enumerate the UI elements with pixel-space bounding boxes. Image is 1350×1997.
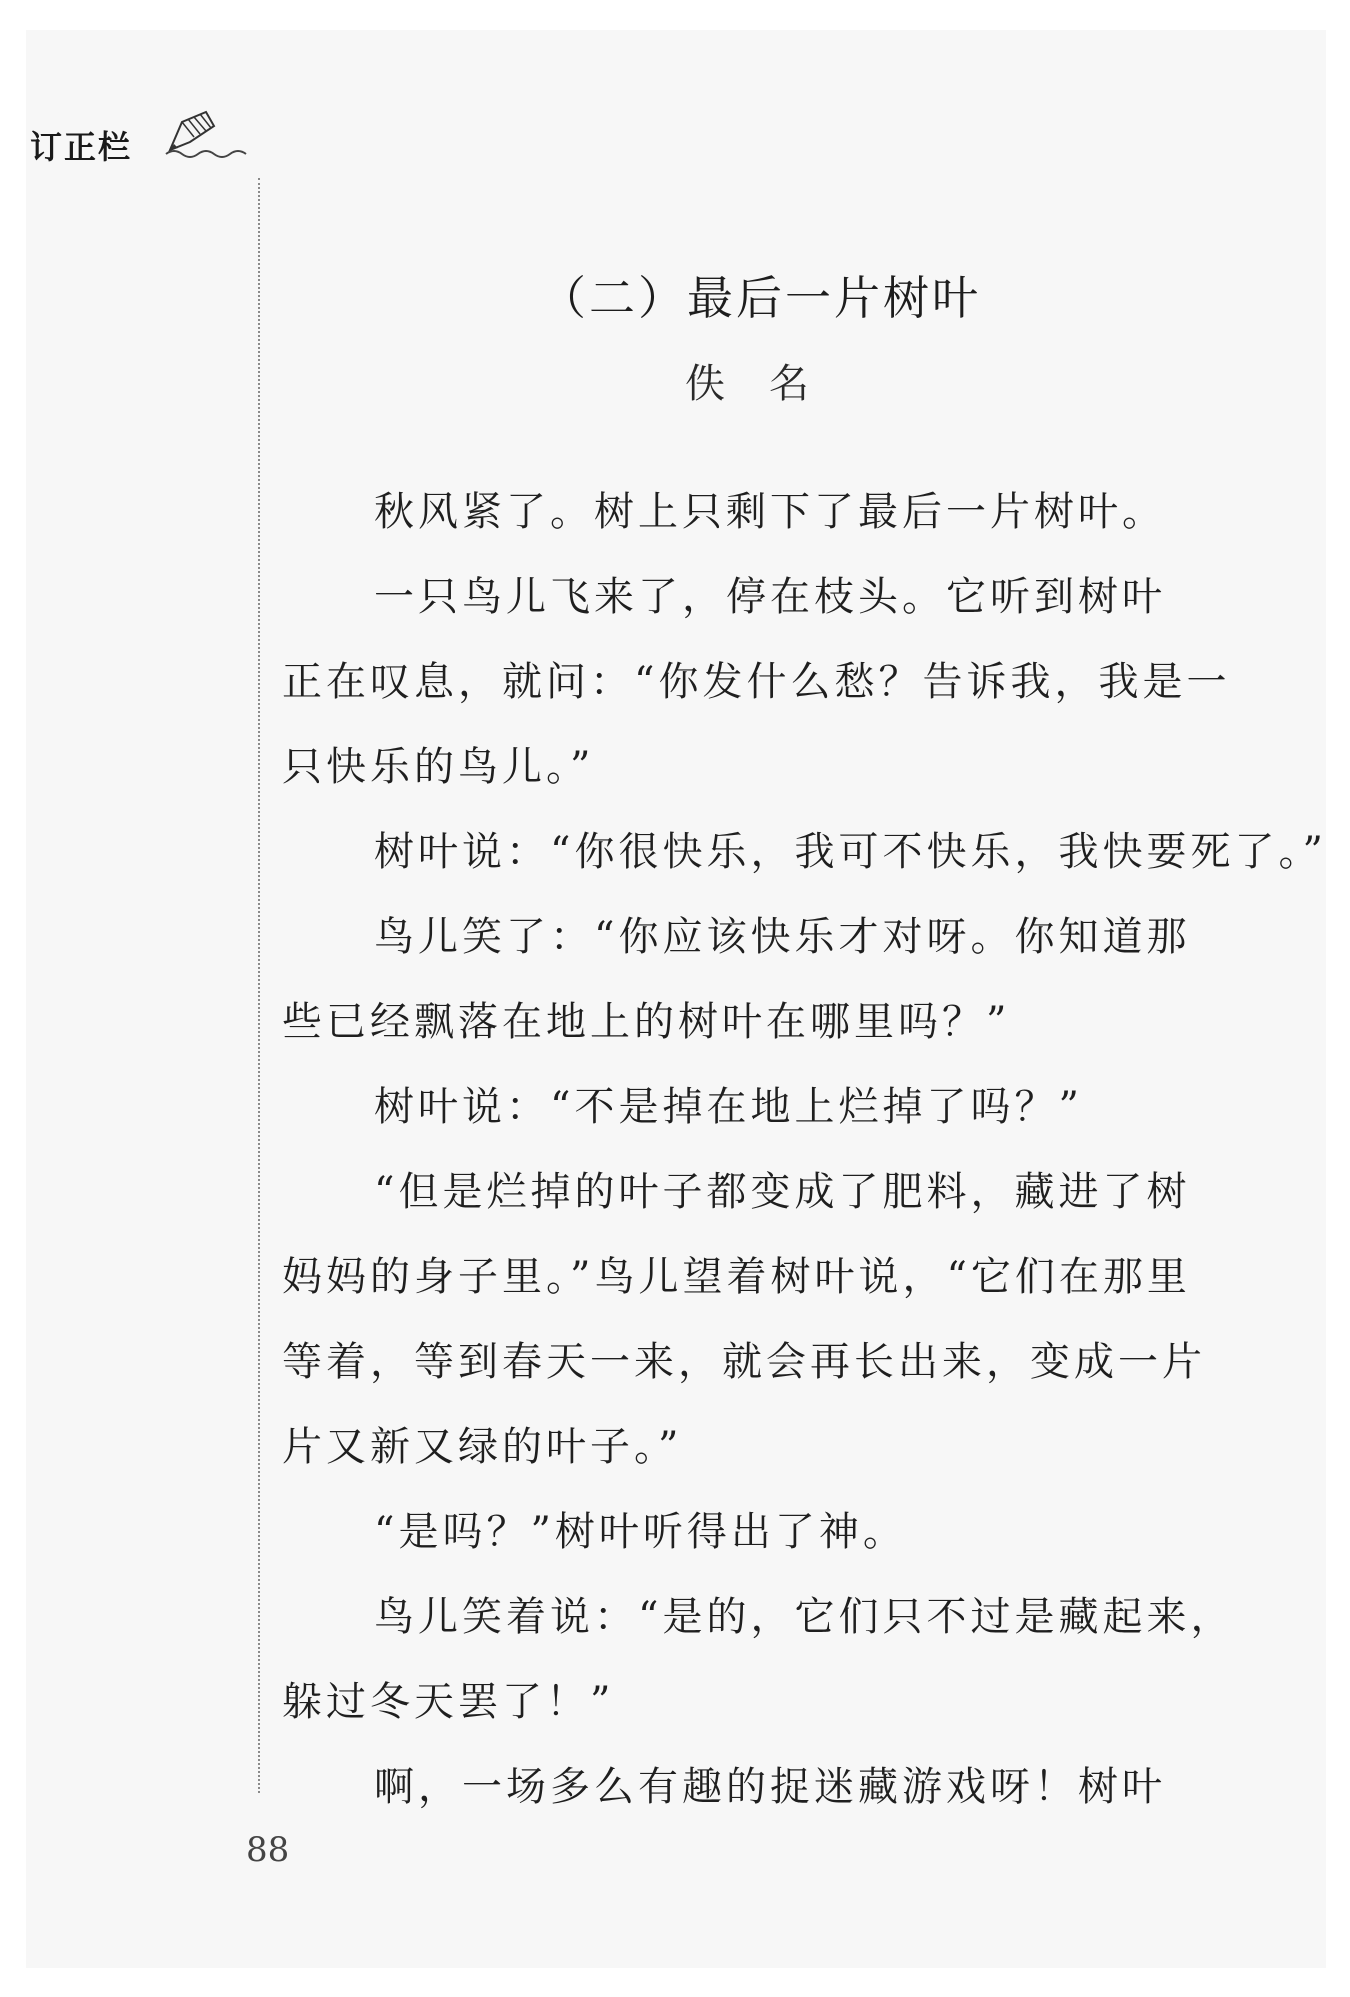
pencil-icon — [160, 106, 250, 166]
text-line: 妈妈的身子里。”鸟儿望着树叶说，“它们在那里 — [282, 1254, 1191, 1300]
margin-divider — [258, 178, 260, 1793]
text-line: 一只鸟儿飞来了，停在枝头。它听到树叶 — [374, 574, 1166, 620]
text-line: 树叶说：“不是掉在地上烂掉了吗？” — [374, 1084, 1083, 1130]
text-line: 鸟儿笑了：“你应该快乐才对呀。你知道那 — [374, 914, 1191, 960]
text-line: “是吗？”树叶听得出了神。 — [374, 1509, 907, 1555]
text-line: 些已经飘落在地上的树叶在哪里吗？” — [282, 999, 1011, 1045]
text-line: 秋风紧了。树上只剩下了最后一片树叶。 — [374, 489, 1166, 535]
text-line: 鸟儿笑着说：“是的，它们只不过是藏起来， — [374, 1594, 1235, 1640]
article-title: （二）最后一片树叶 — [540, 271, 981, 325]
text-line: 片又新又绿的叶子。” — [282, 1424, 683, 1470]
text-line: 等着，等到春天一来，就会再长出来，变成一片 — [282, 1339, 1206, 1385]
text-line: 正在叹息，就问：“你发什么愁？告诉我，我是一 — [282, 659, 1231, 705]
article-body — [282, 470, 1327, 1830]
article-author: 佚名 — [685, 361, 853, 407]
page-number: 88 — [246, 1830, 290, 1870]
text-line: 树叶说：“你很快乐，我可不快乐，我快要死了。” — [374, 829, 1327, 875]
text-line: 只快乐的鸟儿。” — [282, 744, 595, 790]
text-line: 啊，一场多么有趣的捉迷藏游戏呀！树叶 — [374, 1764, 1166, 1810]
correction-column-label: 订正栏 — [30, 128, 133, 166]
text-line: “但是烂掉的叶子都变成了肥料，藏进了树 — [374, 1169, 1191, 1215]
text-line: 躲过冬天罢了！” — [282, 1679, 615, 1725]
